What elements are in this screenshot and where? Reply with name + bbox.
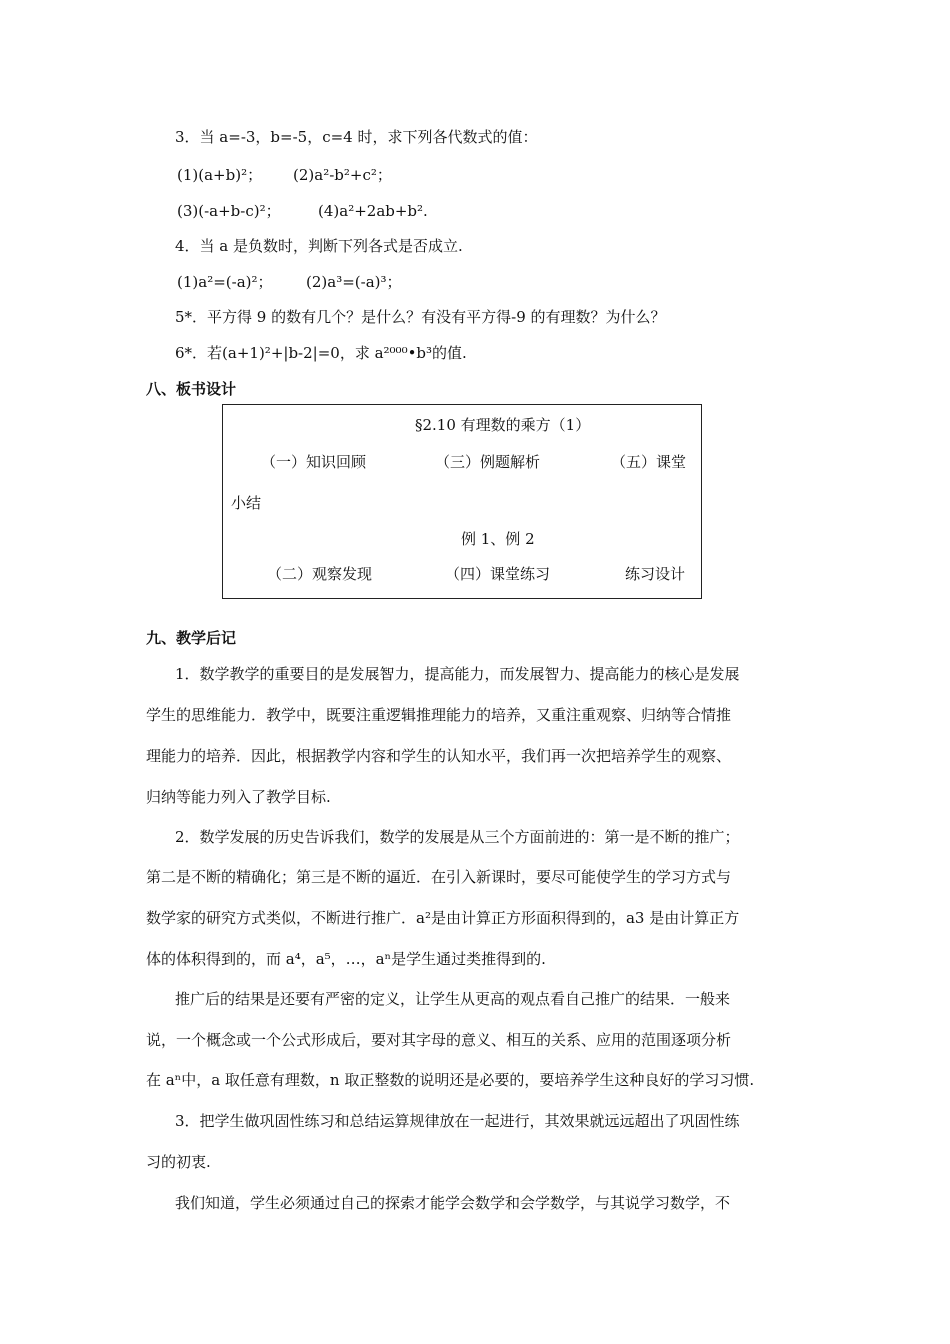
paragraph-line: 习的初衷. (146, 1153, 211, 1171)
paragraph-line: 数学家的研究方式类似，不断进行推广．a²是由计算正方形面积得到的，a3 是由计算正方 (146, 909, 740, 927)
board-item-6: 练习设计 (625, 565, 686, 583)
paragraph-line: 我们知道，学生必须通过自己的探索才能学会数学和会学数学，与其说学习数学，不 (175, 1194, 731, 1212)
board-item-3: （三）例题解析 (435, 453, 541, 471)
exercise-4: 4．当 a 是负数时，判断下列各式是否成立. (175, 237, 463, 255)
board-item-5: （五）课堂 (611, 453, 687, 471)
board-examples: 例 1、例 2 (461, 530, 535, 548)
board-item-5-cont: 小结 (231, 494, 262, 512)
paragraph-line: 3．把学生做巩固性练习和总结运算规律放在一起进行，其效果就远远超出了巩固性练 (175, 1112, 740, 1130)
paragraph-line: 说，一个概念或一个公式形成后，要对其字母的意义、相互的关系、应用的范围逐项分析 (146, 1031, 732, 1049)
board-item-2: （二）观察发现 (267, 565, 373, 583)
exercise-3-item-2: (2)a²-b²+c²； (293, 166, 392, 184)
paragraph-line: 理能力的培养．因此，根据教学内容和学生的认知水平，我们再一次把培养学生的观察、 (146, 747, 732, 765)
board-item-1: （一）知识回顾 (261, 453, 367, 471)
board-title: §2.10 有理数的乘方（1） (415, 416, 591, 434)
exercise-3: 3．当 a=-3，b=-5，c=4 时，求下列各代数式的值： (175, 128, 538, 146)
paragraph-line: 推广后的结果是还要有严密的定义，让学生从更高的观点看自己推广的结果．一般来 (175, 990, 731, 1008)
exercise-3-item-1: (1)(a+b)²； (177, 166, 263, 184)
exercise-3-item-3: (3)(-a+b-c)²； (177, 202, 281, 220)
board-item-4: （四）课堂练习 (445, 565, 551, 583)
exercise-4-item-2: (2)a³=(-a)³； (306, 273, 402, 291)
paragraph-line: 2．数学发展的历史告诉我们，数学的发展是从三个方面前进的：第一是不断的推广； (175, 828, 740, 846)
exercise-5: 5*．平方得 9 的数有几个？是什么？有没有平方得-9 的有理数？为什么？ (175, 308, 666, 326)
paragraph-line: 第二是不断的精确化；第三是不断的逼近．在引入新课时，要尽可能使学生的学习方式与 (146, 868, 732, 886)
exercise-3-item-4: (4)a²+2ab+b². (318, 202, 428, 220)
paragraph-line: 学生的思维能力．教学中，既要注重逻辑推理能力的培养，又重注重观察、归纳等合情推 (146, 706, 732, 724)
section-8-heading: 八、板书设计 (146, 380, 237, 398)
paragraph-line: 归纳等能力列入了教学目标. (146, 788, 331, 806)
paragraph-line: 在 aⁿ中，a 取任意有理数，n 取正整数的说明还是必要的，要培养学生这种良好的学习习惯. (146, 1071, 755, 1089)
paragraph-line: 1．数学教学的重要目的是发展智力，提高能力，而发展智力、提高能力的核心是发展 (175, 665, 740, 683)
paragraph-line: 体的体积得到的，而 a⁴，a⁵，…，aⁿ是学生通过类推得到的. (146, 950, 546, 968)
exercise-4-item-1: (1)a²=(-a)²； (177, 273, 273, 291)
section-9-heading: 九、教学后记 (146, 629, 237, 647)
exercise-6: 6*．若(a+1)²+|b-2|=0，求 a²⁰⁰⁰•b³的值. (175, 344, 467, 362)
blackboard-design-box (222, 404, 702, 599)
